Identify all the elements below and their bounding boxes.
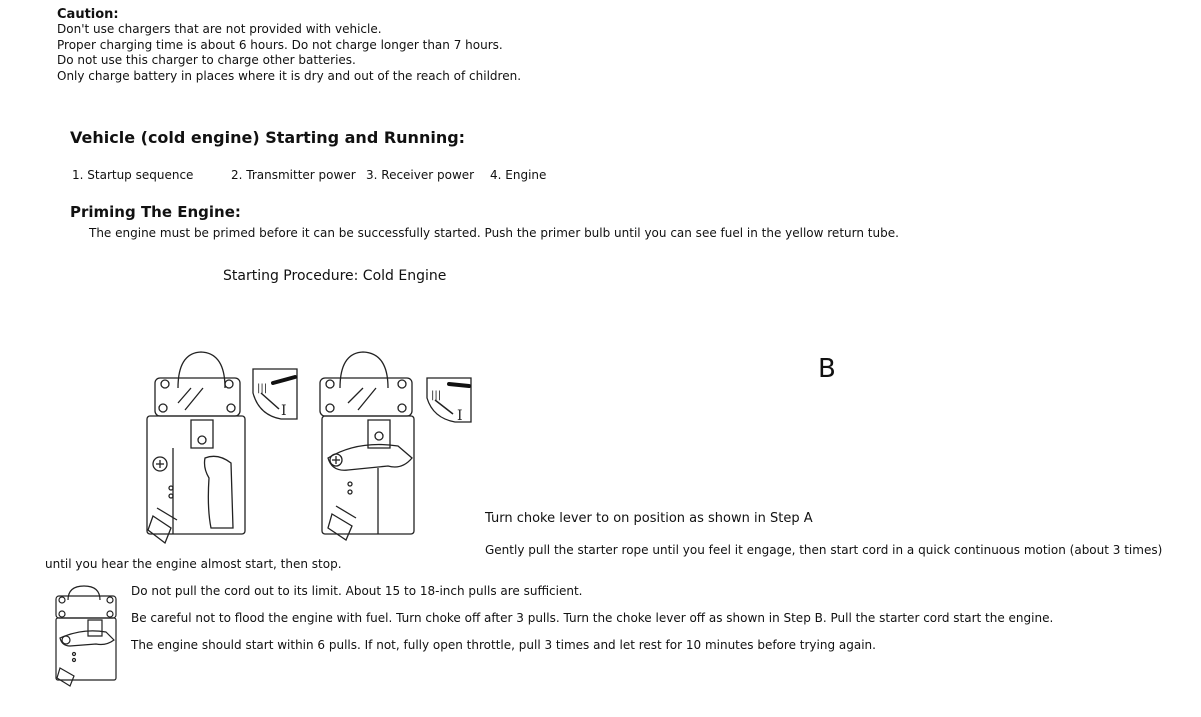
step-throttle: The engine should start within 6 pulls. If not, fully open throttle, pull 3 times and let rest for 10 minutes before trying again. [131,638,876,652]
caution-title: Caution: [57,7,119,22]
step-choke-on: Turn choke lever to on position as shown in Step A [485,511,813,526]
sequence-step-2: 2. Transmitter power [231,168,356,182]
choke-position-icon [251,365,299,421]
carburetor-choke-off-illustration [318,348,428,548]
priming-text: The engine must be primed before it can be successfully started. Push the primer bulb until you can see fuel in the yellow return tube. [89,226,899,240]
caution-block [57,7,521,84]
choke-position-icon [425,376,473,424]
starting-heading: Vehicle (cold engine) Starting and Running: [70,128,466,147]
priming-heading: Priming The Engine: [70,203,241,221]
step-flood: Be careful not to flood the engine with fuel. Turn choke off after 3 pulls. Turn the choke lever off as shown in Step B. Pull the starter cord start the engine. [131,611,1054,625]
caution-line: Proper charging time is about 6 hours. Do not charge longer than 7 hours. [57,37,503,52]
svg-text:I: I [457,408,463,424]
step-limit: Do not pull the cord out to its limit. About 15 to 18-inch pulls are sufficient. [131,584,583,598]
carburetor-small-illustration [54,584,120,690]
caution-line: Only charge battery in places where it is dry and out of the reach of children. [57,68,522,83]
caution-line: Do not use this charger to charge other batteries. [57,53,356,67]
sequence-step-4: 4. Engine [490,168,547,182]
step-b-label: B [818,354,836,384]
svg-text:I: I [281,403,287,419]
caution-line: Don't use chargers that are not provided with vehicle. [57,22,382,36]
step-pull-cont: until you hear the engine almost start, then stop. [45,557,342,571]
procedure-title: Starting Procedure: Cold Engine [223,268,447,284]
sequence-step-1: 1. Startup sequence [72,168,194,182]
svg-text:|||: ||| [431,390,442,401]
carburetor-choke-on-illustration [143,348,253,548]
step-pull-start: Gently pull the starter rope until you feel it engage, then start cord in a quick continuous motion (about 3 times) [485,543,1163,557]
svg-text:|||: ||| [257,383,268,394]
sequence-step-3: 3. Receiver power [366,168,475,182]
